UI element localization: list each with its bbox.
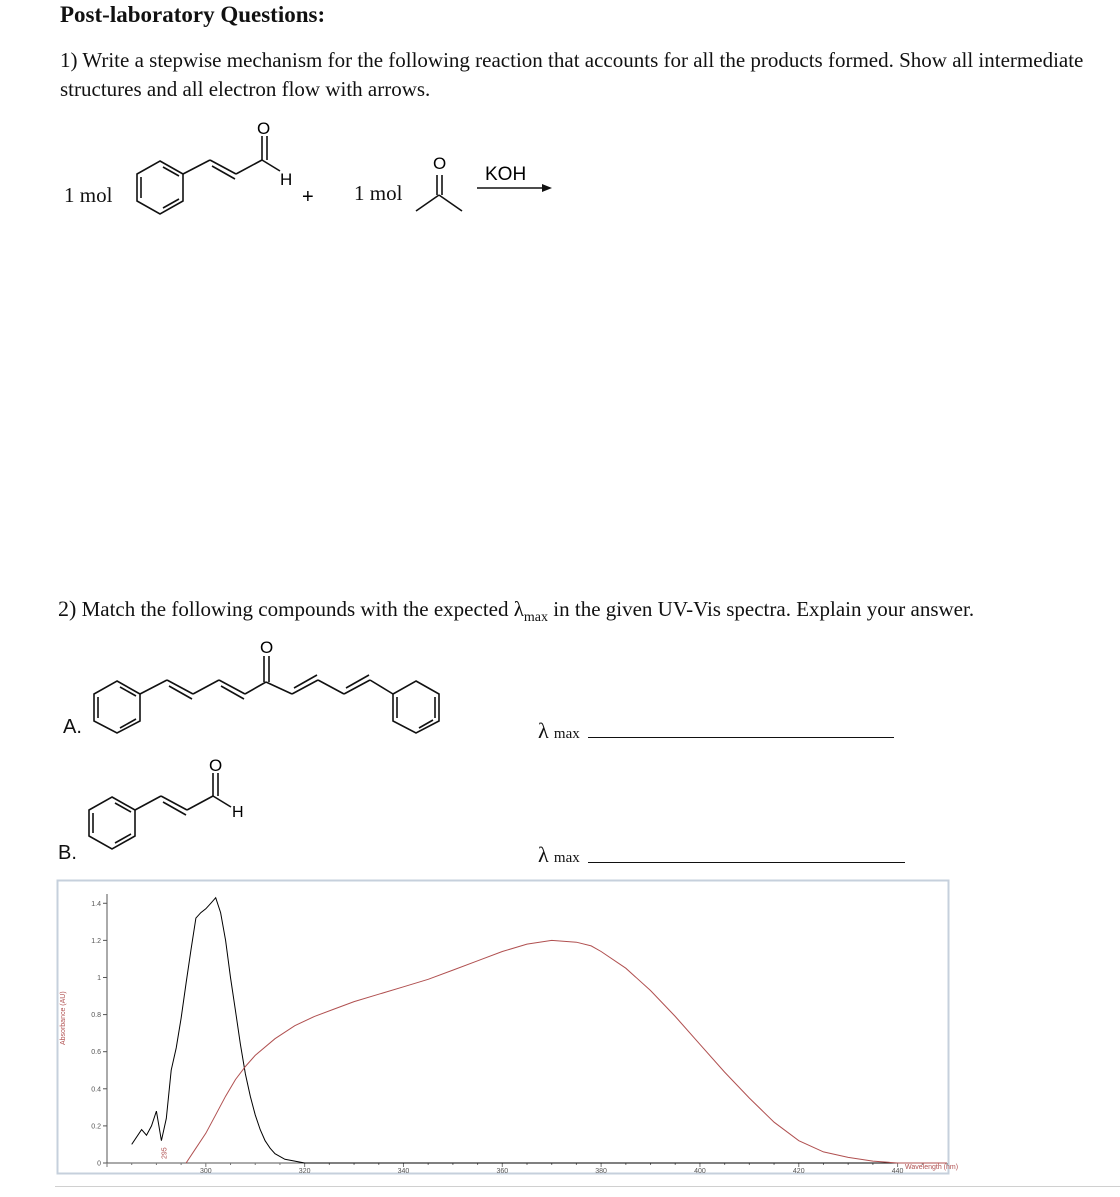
x-axis-label: Wavelength (nm) xyxy=(905,1164,959,1171)
compound-b-answer-line[interactable] xyxy=(588,862,905,863)
reactant-1-amount: 1 mol xyxy=(64,183,113,207)
question-2-text-after: in the given UV-Vis spectra. Explain your answer. xyxy=(553,597,975,621)
y-tick-label: 0 xyxy=(97,1160,101,1168)
x-tick-label: 420 xyxy=(792,1168,805,1175)
x-tick-label: 320 xyxy=(298,1168,311,1175)
y-tick-label: 1.2 xyxy=(91,937,101,945)
reactant-2-amount: 1 mol xyxy=(354,181,403,205)
compound-a-structure xyxy=(85,632,455,732)
peak-marker-label: 295 xyxy=(161,1147,169,1159)
compound-a-answer-label xyxy=(538,716,580,749)
aldehyde-hydrogen-atom: H xyxy=(280,170,293,189)
lambda-symbol: λ xyxy=(513,597,524,621)
y-tick-label: 0.4 xyxy=(91,1086,101,1094)
chart-frame xyxy=(58,881,949,1174)
question-2 xyxy=(58,594,1098,632)
y-tick-label: 0.6 xyxy=(91,1049,101,1057)
y-tick-label: 1.4 xyxy=(91,900,101,908)
answer-b-max: max xyxy=(553,850,580,866)
reaction-scheme xyxy=(120,115,580,230)
uv-vis-spectra-chart xyxy=(57,880,959,1175)
compound-a-oxygen-atom: O xyxy=(260,638,274,657)
question-1-text: Write a stepwise mechanism for the following reaction that accounts for all the products formed. Show all intermediate structures and all electron flow with arrows. xyxy=(60,48,1084,101)
plus-sign: + xyxy=(302,186,314,208)
question-1-number: 1) xyxy=(60,48,78,72)
reagent-label: KOH xyxy=(485,164,527,185)
x-tick-label: 340 xyxy=(397,1168,410,1175)
answer-b-lambda: λ xyxy=(538,842,549,867)
question-2-text-before: Match the following compounds with the expected xyxy=(81,597,509,621)
compound-b-label: B. xyxy=(58,842,77,864)
answer-a-lambda: λ xyxy=(538,718,549,743)
question-1 xyxy=(60,46,1090,104)
acetone-oxygen-atom: O xyxy=(433,154,447,173)
x-tick-label: 300 xyxy=(199,1168,212,1175)
question-2-number: 2) xyxy=(58,596,77,621)
compound-b-answer-label xyxy=(538,840,580,873)
x-tick-label: 400 xyxy=(694,1168,706,1175)
y-axis-label: Absorbance (AU) xyxy=(60,991,67,1045)
compound-a-answer-line[interactable] xyxy=(588,737,894,738)
answer-a-max: max xyxy=(553,726,580,742)
footer-rule xyxy=(55,1186,1120,1187)
y-tick-label: 1 xyxy=(97,974,101,982)
page-title: Post-laboratory Questions: xyxy=(60,2,326,27)
benzene-ring xyxy=(137,161,183,214)
carbonyl-oxygen-atom: O xyxy=(257,119,271,138)
x-tick-label: 440 xyxy=(891,1168,904,1175)
compound-b-oxygen-atom: O xyxy=(209,756,223,775)
compound-a-label: A. xyxy=(63,716,82,738)
x-tick-label: 380 xyxy=(595,1168,607,1175)
x-tick-label: 360 xyxy=(496,1168,509,1175)
compound-b-structure xyxy=(85,755,265,845)
compound-b-hydrogen-atom: H xyxy=(232,804,244,821)
y-tick-label: 0.2 xyxy=(91,1123,101,1131)
reaction-arrow-head xyxy=(542,184,552,192)
y-tick-label: 0.8 xyxy=(91,1012,101,1020)
lambda-subscript: max xyxy=(523,610,549,626)
